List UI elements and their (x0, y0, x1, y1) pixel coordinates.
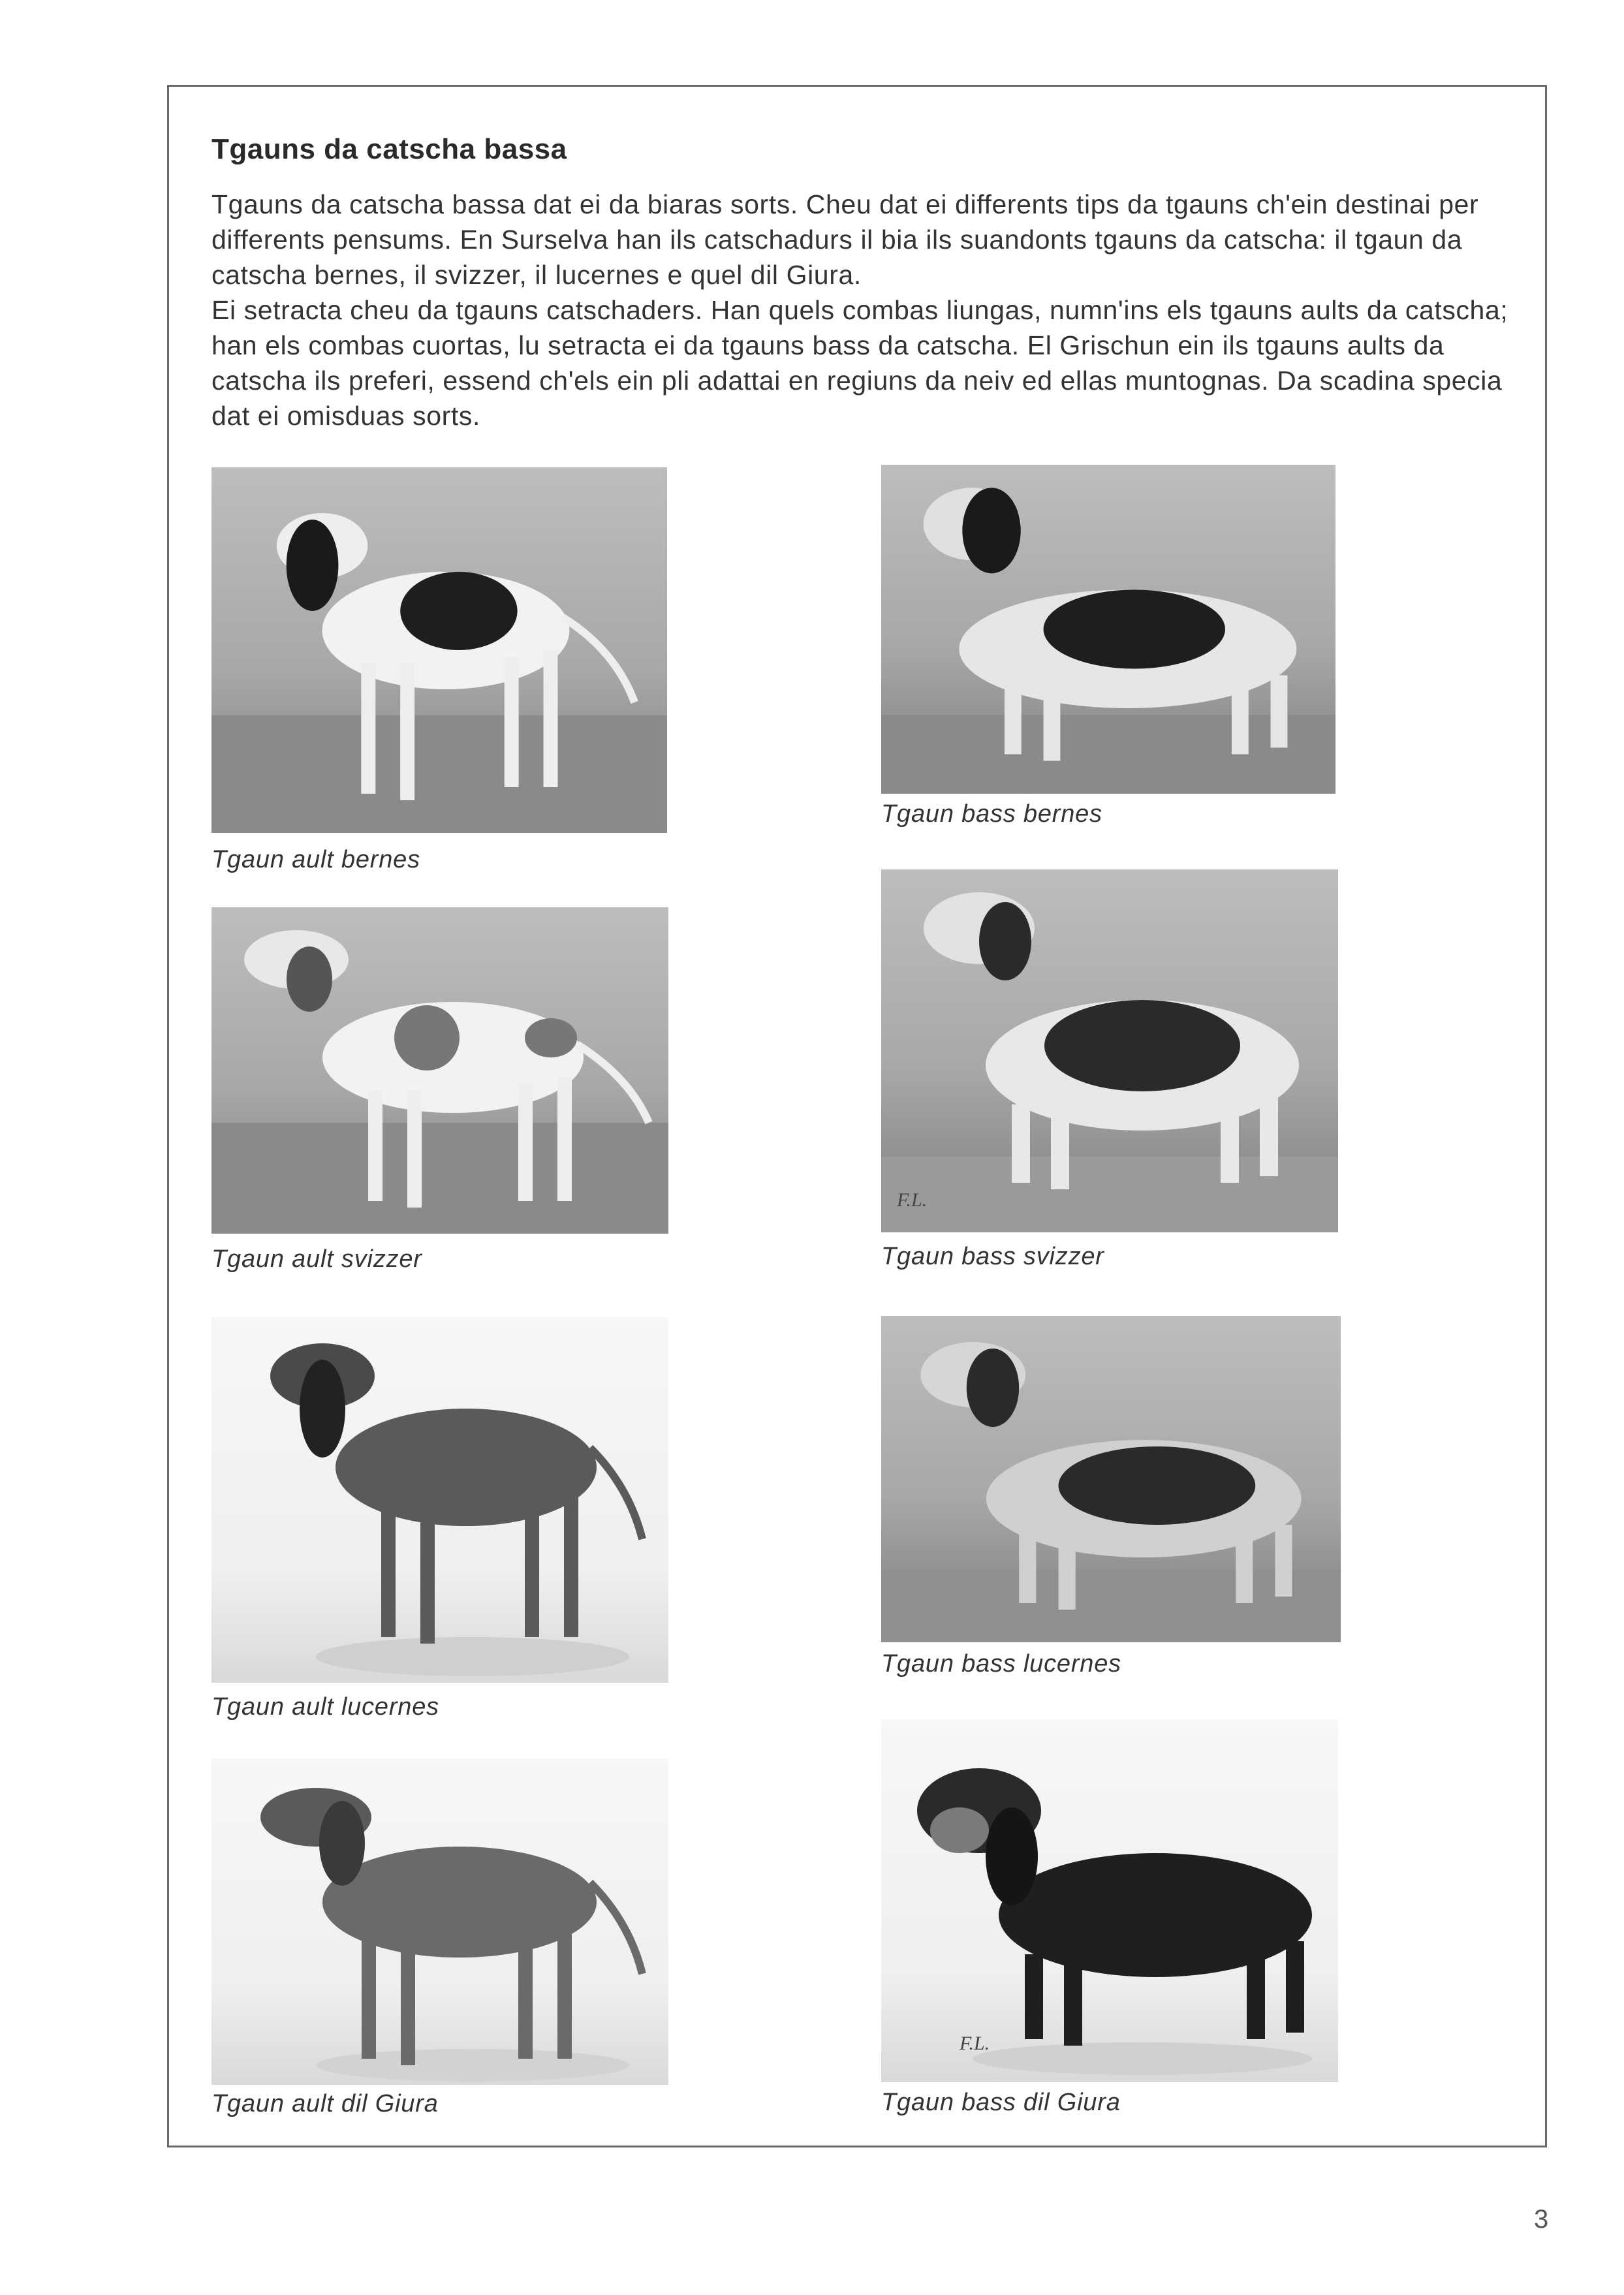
photo-tgaun-bass-lucernes (881, 1316, 1341, 1642)
dog-image (881, 1316, 1341, 1642)
caption-tgaun-bass-bernes: Tgaun bass bernes (881, 800, 1102, 828)
photo-tgaun-ault-dil-giura (211, 1758, 668, 2085)
photo-signature: F.L. (897, 1189, 928, 1211)
caption-tgaun-ault-dil-giura: Tgaun ault dil Giura (211, 2090, 439, 2117)
intro-paragraph-2: Ei setracta cheu da tgauns catschaders. Han quels combas liungas, numn'ins els tgauns aults da catscha; han els combas cuortas, lu setracta ei da tgauns bass da catscha. El Grischun ein ils tgauns aults da catscha ils preferi, essend ch'els ein pli adattai en regiuns da neiv ed ellas muntognas. Da scadina specia dat ei omisduas sorts. (211, 295, 1508, 431)
dog-image (211, 1317, 668, 1683)
dog-image (881, 869, 1338, 1232)
dog-image (211, 467, 667, 833)
caption-tgaun-ault-svizzer: Tgaun ault svizzer (211, 1245, 422, 1273)
caption-tgaun-ault-bernes: Tgaun ault bernes (211, 846, 420, 873)
photo-tgaun-bass-bernes (881, 465, 1335, 794)
dog-image (881, 465, 1335, 794)
caption-tgaun-ault-lucernes: Tgaun ault lucernes (211, 1693, 439, 1721)
page-title: Tgauns da catscha bassa (211, 133, 567, 165)
caption-tgaun-bass-lucernes: Tgaun bass lucernes (881, 1650, 1121, 1678)
photo-tgaun-ault-bernes (211, 467, 667, 833)
photo-tgaun-bass-svizzer (881, 869, 1338, 1232)
photo-tgaun-bass-dil-giura (881, 1719, 1338, 2082)
photo-signature: F.L. (960, 2033, 990, 2054)
caption-tgaun-bass-svizzer: Tgaun bass svizzer (881, 1243, 1104, 1270)
photo-tgaun-ault-svizzer (211, 907, 668, 1234)
dog-image (211, 1758, 668, 2085)
page-number: 3 (1534, 2205, 1549, 2234)
dog-image (881, 1719, 1338, 2082)
intro-paragraph-1: Tgauns da catscha bassa dat ei da biaras sorts. Cheu dat ei differents tips da tgauns ch'ein destinai per differents pensums. En Surselva han ils catschadurs il bia ils suandonts tgauns da catscha: il tgaun da catscha bernes, il svizzer, il lucernes e quel dil Giura. (211, 189, 1479, 290)
dog-image (211, 907, 668, 1234)
photo-tgaun-ault-lucernes (211, 1317, 668, 1683)
intro-text (211, 187, 1517, 433)
caption-tgaun-bass-dil-giura: Tgaun bass dil Giura (881, 2089, 1121, 2116)
